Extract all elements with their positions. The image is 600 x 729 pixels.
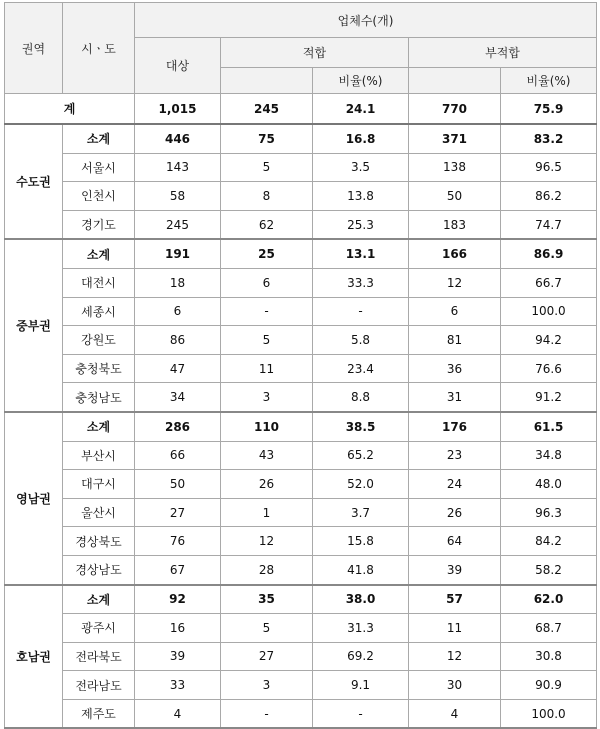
sido-cell: 서울시 bbox=[63, 153, 135, 182]
unsuitable-ratio-cell: 84.2 bbox=[501, 527, 597, 556]
suitable-cell: 5 bbox=[221, 153, 313, 182]
unsuitable-ratio-cell: 74.7 bbox=[501, 210, 597, 239]
table-row bbox=[5, 153, 597, 182]
unsuitable-ratio-cell: 91.2 bbox=[501, 383, 597, 412]
sido-cell: 세종시 bbox=[63, 297, 135, 326]
sido-cell: 대구시 bbox=[63, 470, 135, 499]
table-row bbox=[5, 699, 597, 728]
sido-cell: 전라남도 bbox=[63, 671, 135, 700]
table-row bbox=[5, 383, 597, 412]
target-cell: 92 bbox=[135, 585, 221, 614]
target-cell: 86 bbox=[135, 326, 221, 355]
table-row bbox=[5, 182, 597, 211]
sido-cell: 충청북도 bbox=[63, 354, 135, 383]
unsuitable-cell: 36 bbox=[409, 354, 501, 383]
table-row bbox=[5, 210, 597, 239]
sido-cell: 경상북도 bbox=[63, 527, 135, 556]
table-row bbox=[5, 354, 597, 383]
sido-cell: 소계 bbox=[63, 585, 135, 614]
suitable-ratio-cell: 41.8 bbox=[313, 555, 409, 584]
total-target: 1,015 bbox=[135, 94, 221, 125]
subtotal-row bbox=[5, 124, 597, 153]
suitable-ratio-cell: - bbox=[313, 297, 409, 326]
unsuitable-cell: 138 bbox=[409, 153, 501, 182]
target-cell: 39 bbox=[135, 642, 221, 671]
table-header bbox=[5, 3, 597, 94]
unsuitable-cell: 12 bbox=[409, 268, 501, 297]
suitable-ratio-cell: 9.1 bbox=[313, 671, 409, 700]
sido-cell: 강원도 bbox=[63, 326, 135, 355]
unsuitable-cell: 176 bbox=[409, 412, 501, 441]
table-row bbox=[5, 527, 597, 556]
header-target: 대상 bbox=[135, 38, 221, 94]
unsuitable-cell: 4 bbox=[409, 699, 501, 728]
subtotal-row bbox=[5, 412, 597, 441]
table-row bbox=[5, 555, 597, 584]
suitable-cell: 11 bbox=[221, 354, 313, 383]
suitable-cell: 6 bbox=[221, 268, 313, 297]
unsuitable-cell: 183 bbox=[409, 210, 501, 239]
suitable-ratio-cell: 5.8 bbox=[313, 326, 409, 355]
table-row bbox=[5, 671, 597, 700]
unsuitable-cell: 57 bbox=[409, 585, 501, 614]
suitable-ratio-cell: - bbox=[313, 699, 409, 728]
sido-cell: 제주도 bbox=[63, 699, 135, 728]
suitable-ratio-cell: 3.7 bbox=[313, 498, 409, 527]
unsuitable-ratio-cell: 58.2 bbox=[501, 555, 597, 584]
header-companies: 업체수(개) bbox=[135, 3, 597, 38]
unsuitable-cell: 24 bbox=[409, 470, 501, 499]
suitable-ratio-cell: 3.5 bbox=[313, 153, 409, 182]
sido-cell: 대전시 bbox=[63, 268, 135, 297]
header-sido: 시ㆍ도 bbox=[63, 3, 135, 94]
sido-cell: 경기도 bbox=[63, 210, 135, 239]
suitable-cell: - bbox=[221, 297, 313, 326]
unsuitable-cell: 166 bbox=[409, 239, 501, 268]
unsuitable-ratio-cell: 86.9 bbox=[501, 239, 597, 268]
unsuitable-cell: 50 bbox=[409, 182, 501, 211]
target-cell: 76 bbox=[135, 527, 221, 556]
target-cell: 50 bbox=[135, 470, 221, 499]
target-cell: 18 bbox=[135, 268, 221, 297]
unsuitable-ratio-cell: 62.0 bbox=[501, 585, 597, 614]
target-cell: 16 bbox=[135, 614, 221, 643]
target-cell: 58 bbox=[135, 182, 221, 211]
unsuitable-ratio-cell: 48.0 bbox=[501, 470, 597, 499]
suitable-ratio-cell: 38.0 bbox=[313, 585, 409, 614]
unsuitable-ratio-cell: 83.2 bbox=[501, 124, 597, 153]
table-row bbox=[5, 470, 597, 499]
table-row bbox=[5, 498, 597, 527]
suitable-cell: 25 bbox=[221, 239, 313, 268]
unsuitable-cell: 26 bbox=[409, 498, 501, 527]
suitable-cell: 28 bbox=[221, 555, 313, 584]
sido-cell: 소계 bbox=[63, 124, 135, 153]
suitable-ratio-cell: 13.1 bbox=[313, 239, 409, 268]
unsuitable-ratio-cell: 86.2 bbox=[501, 182, 597, 211]
target-cell: 191 bbox=[135, 239, 221, 268]
sido-cell: 경상남도 bbox=[63, 555, 135, 584]
sido-cell: 울산시 bbox=[63, 498, 135, 527]
target-cell: 33 bbox=[135, 671, 221, 700]
table-row bbox=[5, 441, 597, 470]
survey-table bbox=[4, 2, 597, 729]
suitable-cell: 3 bbox=[221, 671, 313, 700]
suitable-cell: 27 bbox=[221, 642, 313, 671]
target-cell: 6 bbox=[135, 297, 221, 326]
unsuitable-ratio-cell: 66.7 bbox=[501, 268, 597, 297]
unsuitable-ratio-cell: 94.2 bbox=[501, 326, 597, 355]
suitable-ratio-cell: 15.8 bbox=[313, 527, 409, 556]
header-unsuitable-ratio: 비율(%) bbox=[501, 68, 597, 94]
suitable-ratio-cell: 38.5 bbox=[313, 412, 409, 441]
region-cell: 영남권 bbox=[5, 412, 63, 585]
suitable-cell: 35 bbox=[221, 585, 313, 614]
unsuitable-cell: 6 bbox=[409, 297, 501, 326]
sido-cell: 소계 bbox=[63, 412, 135, 441]
target-cell: 27 bbox=[135, 498, 221, 527]
suitable-ratio-cell: 52.0 bbox=[313, 470, 409, 499]
target-cell: 245 bbox=[135, 210, 221, 239]
subtotal-row bbox=[5, 585, 597, 614]
suitable-cell: 5 bbox=[221, 614, 313, 643]
unsuitable-ratio-cell: 90.9 bbox=[501, 671, 597, 700]
sido-cell: 소계 bbox=[63, 239, 135, 268]
target-cell: 47 bbox=[135, 354, 221, 383]
unsuitable-cell: 39 bbox=[409, 555, 501, 584]
target-cell: 67 bbox=[135, 555, 221, 584]
target-cell: 66 bbox=[135, 441, 221, 470]
suitable-cell: 5 bbox=[221, 326, 313, 355]
suitable-ratio-cell: 13.8 bbox=[313, 182, 409, 211]
suitable-cell: 12 bbox=[221, 527, 313, 556]
suitable-cell: 75 bbox=[221, 124, 313, 153]
header-suitable-ratio: 비율(%) bbox=[313, 68, 409, 94]
unsuitable-cell: 371 bbox=[409, 124, 501, 153]
unsuitable-ratio-cell: 61.5 bbox=[501, 412, 597, 441]
suitable-ratio-cell: 23.4 bbox=[313, 354, 409, 383]
suitable-ratio-cell: 33.3 bbox=[313, 268, 409, 297]
suitable-cell: 43 bbox=[221, 441, 313, 470]
region-cell: 호남권 bbox=[5, 585, 63, 729]
sido-cell: 광주시 bbox=[63, 614, 135, 643]
suitable-ratio-cell: 8.8 bbox=[313, 383, 409, 412]
header-region: 권역 bbox=[5, 3, 63, 94]
table-body bbox=[5, 94, 597, 729]
suitable-cell: 8 bbox=[221, 182, 313, 211]
target-cell: 4 bbox=[135, 699, 221, 728]
table-row bbox=[5, 326, 597, 355]
suitable-ratio-cell: 69.2 bbox=[313, 642, 409, 671]
unsuitable-ratio-cell: 96.3 bbox=[501, 498, 597, 527]
subtotal-row bbox=[5, 239, 597, 268]
unsuitable-cell: 64 bbox=[409, 527, 501, 556]
total-unsuitable: 770 bbox=[409, 94, 501, 125]
unsuitable-cell: 81 bbox=[409, 326, 501, 355]
table-row bbox=[5, 642, 597, 671]
unsuitable-cell: 31 bbox=[409, 383, 501, 412]
suitable-ratio-cell: 31.3 bbox=[313, 614, 409, 643]
unsuitable-cell: 12 bbox=[409, 642, 501, 671]
target-cell: 143 bbox=[135, 153, 221, 182]
suitable-cell: - bbox=[221, 699, 313, 728]
total-suitable-ratio: 24.1 bbox=[313, 94, 409, 125]
total-suitable: 245 bbox=[221, 94, 313, 125]
region-cell: 수도권 bbox=[5, 124, 63, 239]
target-cell: 446 bbox=[135, 124, 221, 153]
sido-cell: 전라북도 bbox=[63, 642, 135, 671]
unsuitable-ratio-cell: 100.0 bbox=[501, 297, 597, 326]
unsuitable-ratio-cell: 34.8 bbox=[501, 441, 597, 470]
suitable-cell: 110 bbox=[221, 412, 313, 441]
unsuitable-ratio-cell: 76.6 bbox=[501, 354, 597, 383]
suitable-ratio-cell: 65.2 bbox=[313, 441, 409, 470]
sido-cell: 부산시 bbox=[63, 441, 135, 470]
total-unsuitable-ratio: 75.9 bbox=[501, 94, 597, 125]
header-suitable-count bbox=[221, 68, 313, 94]
table-row bbox=[5, 614, 597, 643]
unsuitable-cell: 23 bbox=[409, 441, 501, 470]
suitable-ratio-cell: 16.8 bbox=[313, 124, 409, 153]
header-unsuitable: 부적합 bbox=[409, 38, 597, 68]
region-cell: 중부권 bbox=[5, 239, 63, 412]
total-row bbox=[5, 94, 597, 125]
unsuitable-ratio-cell: 96.5 bbox=[501, 153, 597, 182]
sido-cell: 인천시 bbox=[63, 182, 135, 211]
unsuitable-ratio-cell: 68.7 bbox=[501, 614, 597, 643]
total-label: 계 bbox=[5, 94, 135, 125]
table-row bbox=[5, 268, 597, 297]
suitable-cell: 3 bbox=[221, 383, 313, 412]
unsuitable-cell: 11 bbox=[409, 614, 501, 643]
table-row bbox=[5, 297, 597, 326]
suitable-cell: 1 bbox=[221, 498, 313, 527]
unsuitable-ratio-cell: 100.0 bbox=[501, 699, 597, 728]
header-suitable: 적합 bbox=[221, 38, 409, 68]
header-unsuitable-count bbox=[409, 68, 501, 94]
suitable-ratio-cell: 25.3 bbox=[313, 210, 409, 239]
target-cell: 34 bbox=[135, 383, 221, 412]
unsuitable-ratio-cell: 30.8 bbox=[501, 642, 597, 671]
suitable-cell: 62 bbox=[221, 210, 313, 239]
sido-cell: 충청남도 bbox=[63, 383, 135, 412]
suitable-cell: 26 bbox=[221, 470, 313, 499]
unsuitable-cell: 30 bbox=[409, 671, 501, 700]
target-cell: 286 bbox=[135, 412, 221, 441]
